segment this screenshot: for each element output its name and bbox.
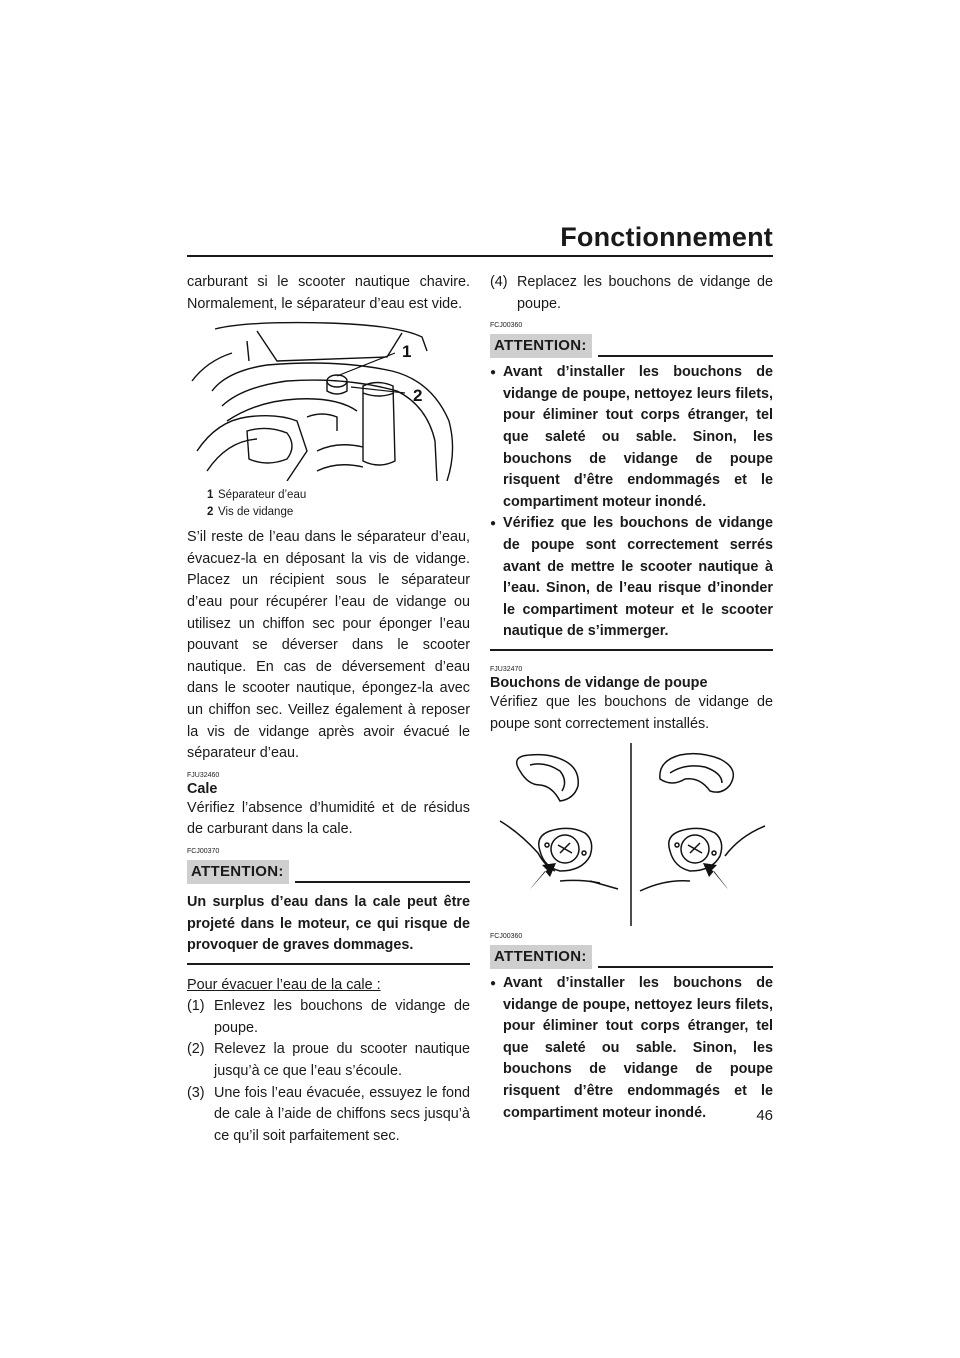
evac-heading: Pour évacuer l’eau de la cale : [187, 976, 381, 993]
drain-plugs-figure [490, 741, 773, 926]
attention-text: Un surplus d’eau dans la cale peut être projeté dans le moteur, ce qui risque de provoquer de graves dommages. [187, 893, 470, 954]
intro-paragraph: carburant si le scooter nautique chavire. Normalement, le séparateur d’eau est vide. [187, 274, 470, 312]
page-title: Fonctionnement [560, 222, 773, 252]
step-item: (2) Relevez la proue du scooter nautique jusqu’à ce que l’eau s’écoule. [187, 1041, 470, 1080]
section-title-cale: Cale [187, 780, 218, 797]
attention-box [187, 858, 470, 965]
attention-code: FCJ00360 [490, 933, 523, 941]
attention-bullet: ● Avant d’installer les bouchons de vidange de poupe, nettoyez leurs filets, pour éliminer tout corps étranger, tel que saleté ou sable. Sinon, les bouchons de vidange de poupe risquent d’être endommagés et le compartiment moteur inondé. [490, 973, 773, 1124]
water-separator-illustration [187, 321, 470, 481]
attention-box [490, 943, 773, 1124]
attention-code: FCJ00370 [187, 847, 220, 855]
attention-bullet: ● Vérifiez que les bouchons de vidange de poupe sont correctement serrés avant de mettre le scooter nautique à l’eau. Sinon, de l’eau risque d’inonder le compartiment moteur et le scooter nautique de s’immerger. [490, 513, 773, 643]
step-item: (4) Replacez les bouchons de vidange de poupe. [490, 274, 773, 312]
callout-1: 1 [402, 342, 412, 362]
attention-label: ATTENTION: [187, 860, 289, 884]
attention-box [490, 332, 773, 651]
section-code: FJU32460 [187, 771, 220, 779]
attention-bullet: ● Avant d’installer les bouchons de vidange de poupe, nettoyez leurs filets, pour éliminer tout corps étranger, tel que saleté ou sable. Sinon, les bouchons de vidange de poupe risquent d’être endommagés et le compartiment moteur inondé. [490, 362, 773, 513]
step-item: (3) Une fois l’eau évacuée, essuyez le fond de cale à l’aide de chiffons secs jusqu’à ce qu’il soit parfaitement sec. [187, 1084, 470, 1144]
header-rule [187, 255, 773, 257]
attention-label: ATTENTION: [490, 945, 592, 969]
bouchons-paragraph: Vérifiez que les bouchons de vidange de poupe sont correctement installés. [490, 693, 773, 732]
cale-paragraph: Vérifiez l’absence d’humidité et de résidus de carburant dans la cale. [187, 799, 470, 838]
attention-label: ATTENTION: [490, 334, 592, 358]
section-code: FJU32470 [490, 665, 523, 673]
page-number: 46 [756, 1107, 773, 1124]
bullet-icon: ● [490, 518, 497, 530]
left-column [187, 272, 470, 1147]
drain-paragraph: S’il reste de l’eau dans le séparateur d’eau, évacuez-la en déposant la vis de vidange. Placez un récipient sous le séparateur d’eau pour récupérer l’eau de vidange ou utilisez un chiffon sec pour éponger l’eau pouvant se déverser dans le scooter nautique. En cas de déversement d’eau dans le scooter nautique, épongez-la avec un chiffon sec. Veillez également à reposer la vis de vidange après avoir évacué le séparateur d’eau. [187, 529, 470, 762]
water-separator-figure [187, 321, 470, 521]
step-item: (1) Enlevez les bouchons de vidange de poupe. [187, 998, 470, 1036]
attention-code: FCJ00360 [490, 322, 523, 330]
figure-caption-2: 2 Vis de vidange [207, 506, 294, 519]
callout-2: 2 [413, 386, 423, 406]
right-column [490, 272, 773, 1124]
bullet-icon: ● [490, 367, 497, 379]
bullet-icon: ● [490, 978, 497, 990]
figure-caption-1: 1 Séparateur d’eau [207, 489, 307, 502]
section-title-bouchons: Bouchons de vidange de poupe [490, 674, 708, 691]
drain-plugs-illustration [490, 741, 773, 926]
